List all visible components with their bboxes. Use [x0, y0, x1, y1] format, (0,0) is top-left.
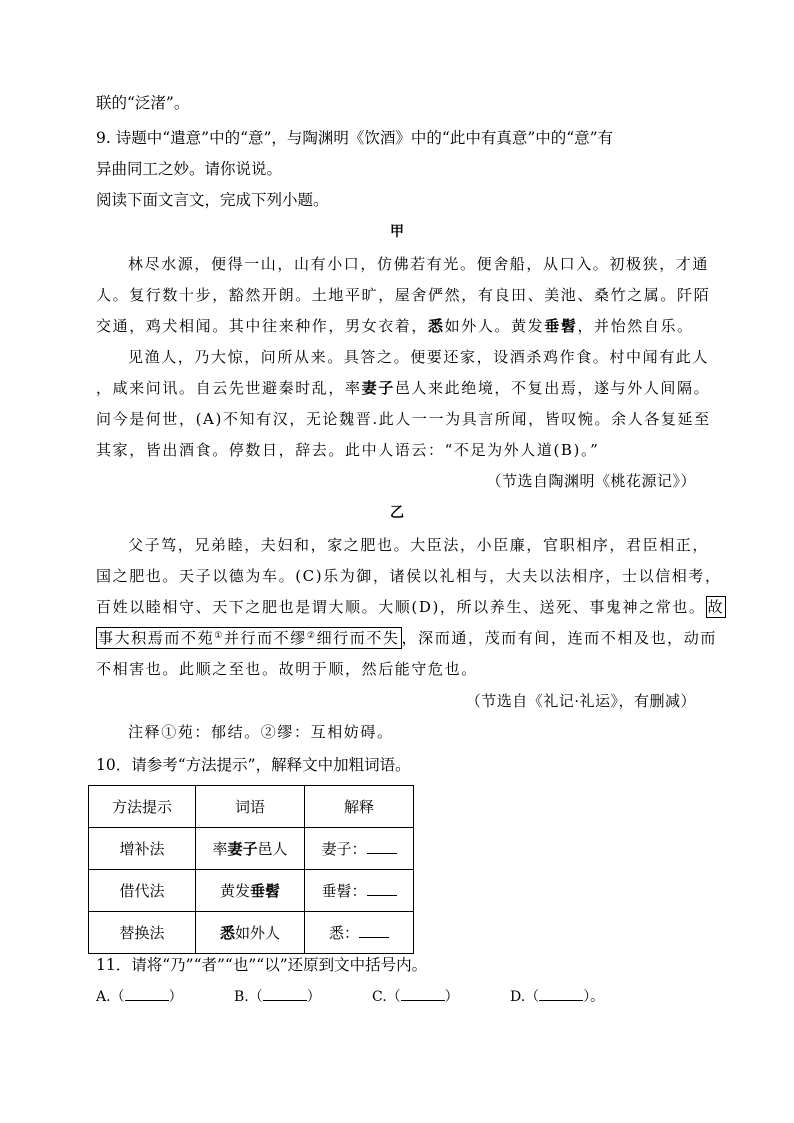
boxed-text-start: 故 — [707, 598, 725, 616]
phrase-post: 邑人 — [257, 840, 288, 858]
answer-blank[interactable] — [367, 839, 397, 854]
option-c-close: ） — [444, 989, 459, 1005]
jia-line-5-post: 邑人来此绝境，不复出焉，遂与外人间隔。 — [394, 379, 711, 397]
phrase-cell — [196, 828, 305, 870]
option-a-blank[interactable] — [125, 988, 169, 1001]
boxed-segment-3: 细行而不失 — [316, 629, 400, 647]
method-cell: 增补法 — [89, 828, 196, 870]
option-a-close: ） — [168, 989, 183, 1005]
phrase-pre: 率 — [212, 840, 228, 858]
option-b-blank[interactable] — [263, 988, 307, 1001]
yi-line-4-post: ，深而通，茂而有间，连而不相及也，动而 — [401, 629, 717, 647]
question-9-line-2: 异曲同工之妙。请你说说。 — [96, 160, 283, 178]
yi-notes: 注释①苑：郁结。②缪：互相妨碍。 — [128, 723, 394, 741]
table-row — [89, 828, 414, 870]
option-d-close: ）。 — [583, 989, 605, 1005]
question-10: 10．请参考“方法提示”，解释文中加粗词语。 — [96, 756, 411, 774]
option-c — [372, 987, 459, 1007]
phrase-bold: 妻子 — [227, 840, 258, 858]
option-b-close: ） — [306, 989, 321, 1005]
option-c-blank[interactable] — [401, 988, 445, 1001]
question-11: 11．请将“乃”“者”“也”“以”还原到文中括号内。 — [96, 956, 428, 974]
phrase-cell — [196, 870, 305, 912]
jia-line-3-mid: 如外人。黄发 — [444, 317, 545, 335]
option-d — [510, 987, 604, 1007]
jia-source: （节选自陶渊明《桃花源记》） — [486, 472, 696, 490]
jia-line-3-pre: 交通，鸡犬相闻。其中往来种作，男女衣着， — [96, 317, 429, 335]
explain-cell[interactable] — [305, 828, 414, 870]
boxed-text — [96, 627, 402, 649]
option-d-blank[interactable] — [539, 988, 583, 1001]
phrase-bold: 悉 — [219, 924, 235, 942]
answer-blank[interactable] — [367, 881, 397, 896]
option-a — [96, 987, 183, 1007]
option-c-label: C.（ — [372, 989, 401, 1005]
question-9-line-1: 9. 诗题中“遣意”中的“意”，与陶渊明《饮酒》中的“此中有真意”中的“意”有 — [96, 129, 614, 147]
jia-line-5 — [96, 378, 710, 398]
yi-line-2: 国之肥也。天子以德为车。(C)乐为御，诸侯以礼相与，大夫以法相序，士以信相考， — [96, 567, 722, 585]
header-method: 方法提示 — [89, 786, 196, 828]
bold-word-qizi: 妻子 — [361, 379, 395, 397]
phrase-bold: 垂髫 — [250, 882, 281, 900]
boxed-segment-2: 并行而不缪 — [223, 629, 307, 647]
option-b — [234, 987, 321, 1007]
phrase-post: 如外人 — [235, 924, 281, 942]
phrase-cell — [196, 912, 305, 954]
explain-label: 妻子： — [321, 840, 367, 858]
header-phrase: 词语 — [196, 786, 305, 828]
jia-line-4: 见渔人，乃大惊，问所从来。具答之。便要还家，设酒杀鸡作食。村中闻有此人 — [128, 348, 710, 366]
explain-cell[interactable] — [305, 912, 414, 954]
yi-line-1: 父子笃，兄弟睦，夫妇和，家之肥也。大臣法，小臣廉，官职相序，君臣相正， — [128, 536, 710, 554]
table-row — [89, 912, 414, 954]
method-cell: 替换法 — [89, 912, 196, 954]
jia-line-6: 问今是何世，(A)不知有汉，无论魏晋.此人一一为具言所闻，皆叹惋。余人各复延至 — [96, 410, 711, 428]
explain-label: 悉： — [328, 924, 359, 942]
header-explain: 解释 — [305, 786, 414, 828]
option-b-label: B.（ — [234, 989, 263, 1005]
footnote-marker-1: ① — [214, 631, 224, 641]
yi-source: （节选自《礼记·礼运》，有删减） — [465, 692, 696, 710]
intro-line: 联的“泛渚”。 — [96, 94, 190, 112]
passage-jia-heading: 甲 — [390, 224, 404, 240]
jia-line-1: 林尽水源，便得一山，山有小口，仿佛若有光。便舍船，从口入。初极狭，才通 — [128, 255, 710, 273]
passage-yi-heading: 乙 — [390, 505, 404, 521]
table-row — [89, 870, 414, 912]
explain-label: 垂髫： — [321, 882, 367, 900]
bold-word-xi: 悉 — [428, 317, 445, 335]
yi-line-4 — [96, 628, 717, 648]
footnote-marker-2: ② — [306, 631, 317, 641]
answer-blank[interactable] — [359, 923, 389, 938]
yi-line-3 — [96, 597, 726, 617]
jia-line-2: 人。复行数十步，豁然开朗。土地平旷，屋舍俨然，有良田、美池、桑竹之属。阡陌 — [96, 286, 711, 304]
option-a-label: A.（ — [96, 989, 125, 1005]
jia-line-3-post: ，并怡然自乐。 — [577, 317, 694, 335]
option-d-label: D.（ — [510, 989, 540, 1005]
phrase-pre: 黄发 — [219, 882, 250, 900]
explain-cell[interactable] — [305, 870, 414, 912]
reading-instruction: 阅读下面文言文，完成下列小题。 — [96, 191, 329, 209]
boxed-segment-1: 事大积焉而不苑 — [98, 629, 215, 647]
method-table — [88, 785, 414, 954]
jia-line-7: 其家，皆出酒食。停数日，辞去。此中人语云：“不足为外人道(B)。” — [96, 441, 600, 459]
method-cell: 借代法 — [89, 870, 196, 912]
jia-line-3 — [96, 316, 694, 336]
yi-line-3-text: 百姓以睦相守、天下之肥也是谓大顺。大顺(D)，所以养生、送死、事鬼神之常也。 — [96, 598, 706, 616]
yi-line-5: 不相害也。此顺之至也。故明于顺，然后能守危也。 — [96, 660, 478, 678]
bold-word-chuitiao: 垂髫 — [544, 317, 578, 335]
table-header-row — [89, 786, 414, 828]
jia-line-5-pre: ，咸来问讯。自云先世避秦时乱，率 — [96, 379, 362, 397]
